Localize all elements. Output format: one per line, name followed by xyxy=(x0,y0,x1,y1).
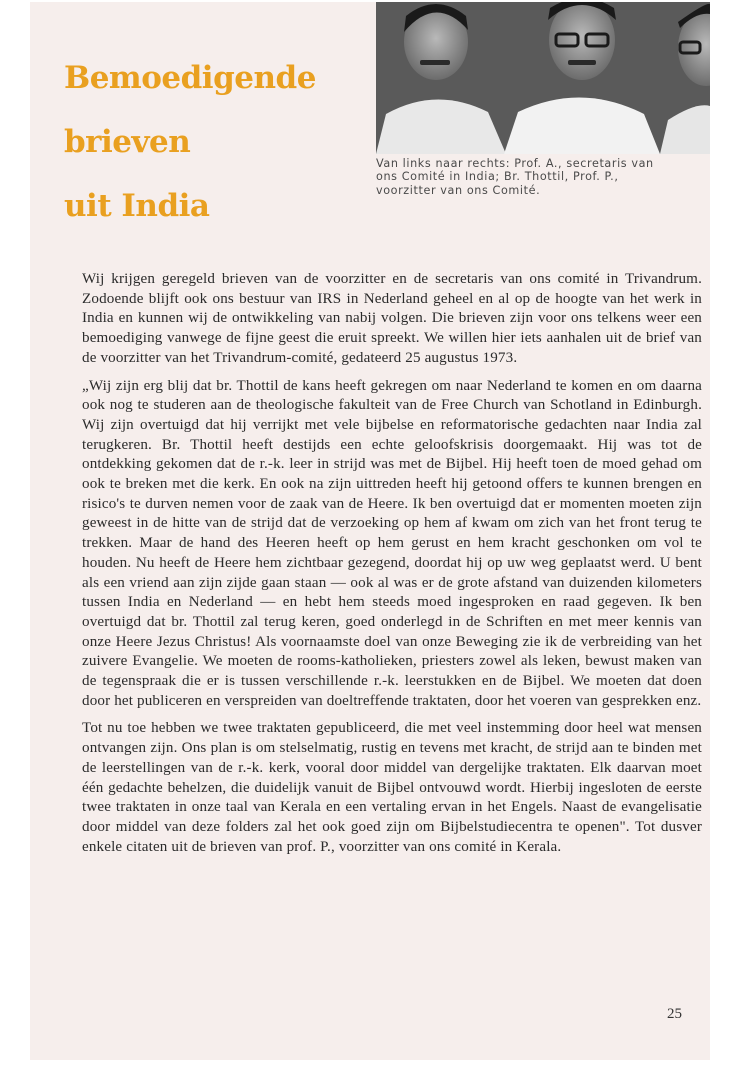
person-2-moustache xyxy=(568,60,596,65)
title-line-1: Bemoedigende xyxy=(64,60,316,96)
paragraph-quote: „Wij zijn erg blij dat br. Thottil de kans heeft gekregen om naar Nederland te komen en om daarna ook nog te studeren aan de theologische fakulteit van de Free Church van Schotland in Edinburgh. Wij zijn overtuigd dat hij verrijkt met vele bijbelse en reformatorische gedachten naar India zal terugkeren. Br. Thottil heeft destijds een echte geloofskrisis doorgemaakt. Hij was tot de ontdekking gekomen dat de r.-k. leer in strijd was met de Bijbel. Hij heeft toen de moed gehad om ook te breken met die kerk. En ook na zijn uittreden heeft hij getoond offers te kunnen brengen en risico's te durven nemen voor de zaak van de Heere. Ik ben overtuigd dat er momenten moeten zijn geweest in de hitte van de strijd dat de verzoeking op hem af kwam om zich van het front terug te trekken. Maar de hand des Heeren heeft op hem gerust en hem kracht geschonken om vol te houden. Nu heeft de Heere hem zichtbaar gezegend, doordat hij op uw weg geplaatst werd. U bent als een vriend aan zijn zijde gaan staan — ook al was er de grote afstand van duizenden kilometers tussen India en Nederland — en hebt hem steeds moed ingesproken en raad gegeven. Ik ben overtuigd dat br. Thottil zal terug keren, goed onderlegd in de Schriften en met meer kennis van onze Heere Jezus Christus! Als voornaamste doel van onze Beweging zie ik de verbreiding van het zuivere Evangelie. We moeten de rooms-katholieken, priesters zowel als leken, bewust maken van de tegenspraak die er is tussen verschillende r.-k. leerstukken en de Bijbel. We moeten dat doen door het publiceren en verspreiden van doeltreffende traktaten, door het voeren van gesprekken enz. xyxy=(82,377,702,709)
article-title xyxy=(64,46,316,238)
paragraph-closing: Tot nu toe hebben we twee traktaten gepubliceerd, die met veel instemming door heel wat mensen ontvangen zijn. Ons plan is om stelselmatig, rustig en tevens met kracht, de strijd aan te binden met de leerstellingen van de r.-k. kerk, vooral door middel van dergelijke traktaten. Elk daarvan moet één gedachte behelzen, die duidelijk vanuit de Bijbel ontvouwd wordt. Hierbij ingesloten de eerste twee traktaten in onze taal van Kerala en een vertaling ervan in het Engels. Naast de evangelisatie door middel van deze folders zal het ook goed zijn om Bijbelstudiecentra te openen". Tot dusver enkele citaten uit de brieven van prof. P., voorzitter van ons comité in Kerala. xyxy=(82,720,702,855)
person-1-moustache xyxy=(420,60,450,65)
paragraph-intro: Wij krijgen geregeld brieven van de voorzitter en de secretaris van ons comité in Trivandrum. Zodoende blijft ook ons bestuur van IRS in Nederland geheel en al op de hoogte van het werk in India en kunnen wij de ontwikkeling van nabij volgen. Die brieven zijn voor ons telkens weer een bemoediging vanwege de fijne geest die eruit spreekt. We willen hier iets aanhalen uit de brief van de voorzitter van het Trivandrum-comité, gedateerd 25 augustus 1973. xyxy=(82,271,702,366)
title-line-3: uit India xyxy=(64,188,210,224)
magazine-page xyxy=(30,2,710,1060)
group-photo xyxy=(376,2,710,154)
photo-caption: Van links naar rechts: Prof. A., secretaris van ons Comité in India; Br. Thottil, Prof. P., voorzitter van ons Comité. xyxy=(376,157,654,197)
page-number: 25 xyxy=(667,1006,682,1022)
article-body xyxy=(82,270,702,865)
person-2-face xyxy=(549,2,615,80)
title-line-2: brieven xyxy=(64,124,191,160)
